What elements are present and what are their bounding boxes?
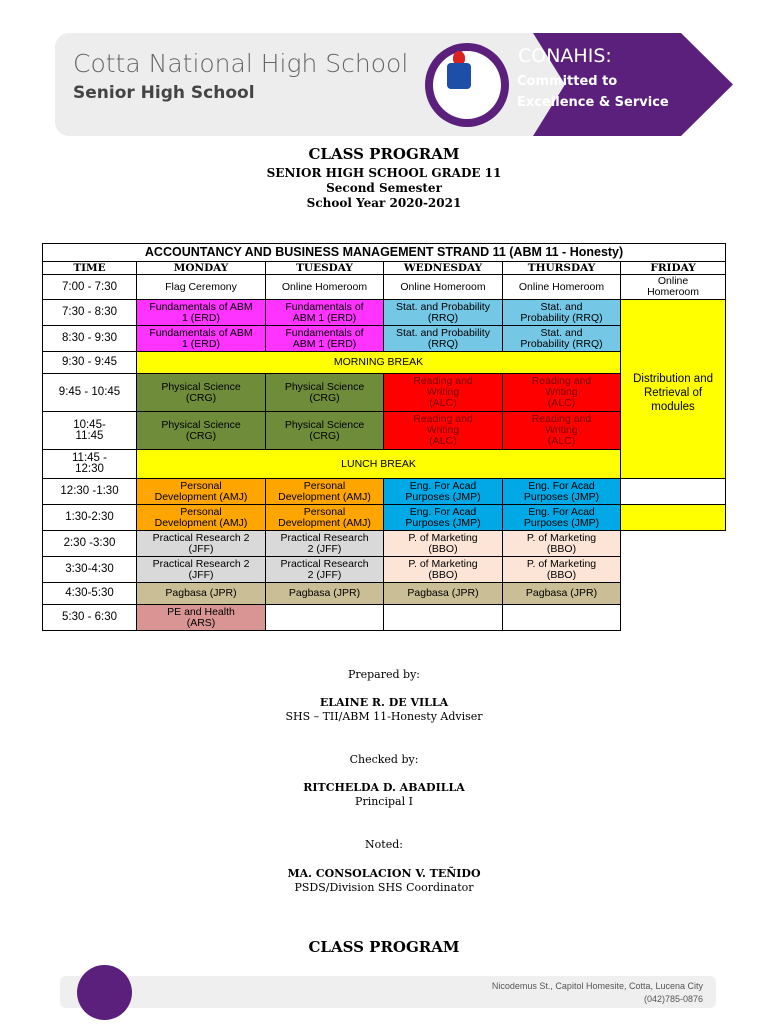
- table-row: [43, 479, 726, 505]
- schedule-cell: Practical Research 2 (JFF): [266, 531, 384, 557]
- schedule-cell: Reading and Writing (ALC): [384, 412, 503, 450]
- schedule-cell: Personal Development (AMJ): [266, 479, 384, 505]
- time-cell: 11:45 - 12:30: [43, 450, 137, 479]
- schedule-cell: Pagbasa (JPR): [137, 583, 266, 605]
- schedule-cell: Stat. and Probability (RRQ): [503, 300, 621, 326]
- grade-title: SENIOR HIGH SCHOOL GRADE 11: [266, 166, 502, 180]
- schedule-cell: Eng. For Acad Purposes (JMP): [384, 479, 503, 505]
- schedule-cell: Stat. and Probability (RRQ): [384, 326, 503, 352]
- time-cell: 12:30 -1:30: [43, 479, 137, 505]
- header-row: [43, 262, 726, 275]
- motto-line-1: Committed to: [517, 74, 618, 89]
- semester-title: Second Semester: [326, 181, 442, 195]
- time-cell: 10:45- 11:45: [43, 412, 137, 450]
- schedule-cell: Pagbasa (JPR): [384, 583, 503, 605]
- schedule-cell: Personal Development (AMJ): [266, 505, 384, 531]
- schedule-cell: Reading and Writing (ALC): [384, 374, 503, 412]
- noted-by-role: PSDS/Division SHS Coordinator: [294, 881, 474, 894]
- schedule-cell: Physical Science (CRG): [266, 412, 384, 450]
- time-cell: 7:30 - 8:30: [43, 300, 137, 326]
- lunch-break-cell: LUNCH BREAK: [137, 450, 621, 479]
- schedule-cell: Eng. For Acad Purposes (JMP): [503, 479, 621, 505]
- time-cell: 5:30 - 6:30: [43, 605, 137, 631]
- school-seal-icon: [425, 43, 509, 127]
- footer-phone: (042)785-0876: [643, 994, 703, 1004]
- time-cell: 9:30 - 9:45: [43, 352, 137, 374]
- school-subtitle: Senior High School: [73, 83, 255, 103]
- table-row: [43, 505, 726, 531]
- prepared-by-role: SHS – TII/ABM 11-Honesty Adviser: [285, 710, 483, 723]
- school-name: Cotta National High School: [73, 49, 409, 78]
- school-acronym: CONAHIS:: [518, 45, 612, 67]
- time-cell: 8:30 - 9:30: [43, 326, 137, 352]
- prepared-by-name: ELAINE R. DE VILLA: [319, 696, 449, 709]
- friday-homeroom-cell: Online Homeroom: [621, 275, 726, 300]
- table-row: [43, 300, 726, 326]
- schedule-cell: [503, 605, 621, 631]
- time-cell: 2:30 -3:30: [43, 531, 137, 557]
- page-title: CLASS PROGRAM: [308, 145, 460, 163]
- time-cell: 4:30-5:30: [43, 583, 137, 605]
- schedule-cell: Fundamentals of ABM 1 (ERD): [137, 326, 266, 352]
- school-motto: [517, 71, 669, 113]
- school-header-banner: [55, 33, 735, 136]
- footer-circle-icon: [77, 965, 132, 1020]
- table-row: [43, 275, 726, 300]
- schedule-cell: Personal Development (AMJ): [137, 479, 266, 505]
- schedule-cell: Practical Research 2 (JFF): [266, 557, 384, 583]
- schedule-cell: P. of Marketing (BBO): [503, 557, 621, 583]
- checked-by-name: RITCHELDA D. ABADILLA: [303, 781, 465, 794]
- schedule-cell: P. of Marketing (BBO): [503, 531, 621, 557]
- schedule-cell: Physical Science (CRG): [137, 374, 266, 412]
- schedule-cell: Eng. For Acad Purposes (JMP): [384, 505, 503, 531]
- table-row: [43, 531, 726, 557]
- checked-by-label: Checked by:: [349, 753, 419, 766]
- footer-contact: [492, 980, 703, 1006]
- schedule-cell: [384, 605, 503, 631]
- schedule-cell: Personal Development (AMJ): [137, 505, 266, 531]
- col-header-thursday: THURSDAY: [503, 262, 621, 275]
- col-header-tuesday: TUESDAY: [266, 262, 384, 275]
- morning-break-cell: MORNING BREAK: [137, 352, 621, 374]
- schedule-cell: Pagbasa (JPR): [266, 583, 384, 605]
- schedule-cell: P. of Marketing (BBO): [384, 557, 503, 583]
- school-year-title: School Year 2020-2021: [306, 196, 462, 210]
- noted-by-label: Noted:: [365, 838, 403, 851]
- schedule-cell: Physical Science (CRG): [137, 412, 266, 450]
- schedule-cell: Stat. and Probability (RRQ): [384, 300, 503, 326]
- strand-title: ACCOUNTANCY AND BUSINESS MANAGEMENT STRAND 11 (ABM 11 - Honesty): [43, 244, 726, 262]
- friday-empty-cell: [621, 505, 726, 531]
- col-header-wednesday: WEDNESDAY: [384, 262, 503, 275]
- next-page-title: CLASS PROGRAM: [308, 938, 460, 956]
- col-header-friday: FRIDAY: [621, 262, 726, 275]
- schedule-cell: Reading and Writing (ALC): [503, 374, 621, 412]
- col-header-time: TIME: [43, 262, 137, 275]
- schedule-cell: Fundamentals of ABM 1 (ERD): [266, 300, 384, 326]
- time-cell: 3:30-4:30: [43, 557, 137, 583]
- friday-blank-area: [621, 531, 726, 631]
- schedule-cell: PE and Health (ARS): [137, 605, 266, 631]
- time-cell: 1:30-2:30: [43, 505, 137, 531]
- prepared-by-label: Prepared by:: [347, 668, 421, 681]
- schedule-cell: Stat. and Probability (RRQ): [503, 326, 621, 352]
- friday-distribution-cell: Distribution and Retrieval of modules: [621, 300, 726, 479]
- schedule-cell: Online Homeroom: [503, 275, 621, 300]
- schedule-cell: Reading and Writing (ALC): [503, 412, 621, 450]
- footer-address: Nicodemus St., Capitol Homesite, Cotta, Lucena City: [491, 981, 703, 991]
- schedule-cell: Fundamentals of ABM 1 (ERD): [266, 326, 384, 352]
- schedule-cell: Practical Research 2 (JFF): [137, 557, 266, 583]
- schedule-cell: Online Homeroom: [384, 275, 503, 300]
- time-cell: 9:45 - 10:45: [43, 374, 137, 412]
- schedule-cell: P. of Marketing (BBO): [384, 531, 503, 557]
- motto-line-2: Excellence & Service: [517, 95, 669, 110]
- class-schedule-table: [42, 243, 726, 631]
- schedule-cell: Eng. For Acad Purposes (JMP): [503, 505, 621, 531]
- schedule-cell: Pagbasa (JPR): [503, 583, 621, 605]
- schedule-cell: Practical Research 2 (JFF): [137, 531, 266, 557]
- checked-by-role: Principal I: [355, 795, 413, 808]
- col-header-monday: MONDAY: [137, 262, 266, 275]
- schedule-cell: Physical Science (CRG): [266, 374, 384, 412]
- schedule-cell: [266, 605, 384, 631]
- schedule-cell: Flag Ceremony: [137, 275, 266, 300]
- schedule-cell: Online Homeroom: [266, 275, 384, 300]
- strand-row: [43, 244, 726, 262]
- schedule-cell: Fundamentals of ABM 1 (ERD): [137, 300, 266, 326]
- noted-by-name: MA. CONSOLACION V. TEÑIDO: [287, 867, 481, 880]
- time-cell: 7:00 - 7:30: [43, 275, 137, 300]
